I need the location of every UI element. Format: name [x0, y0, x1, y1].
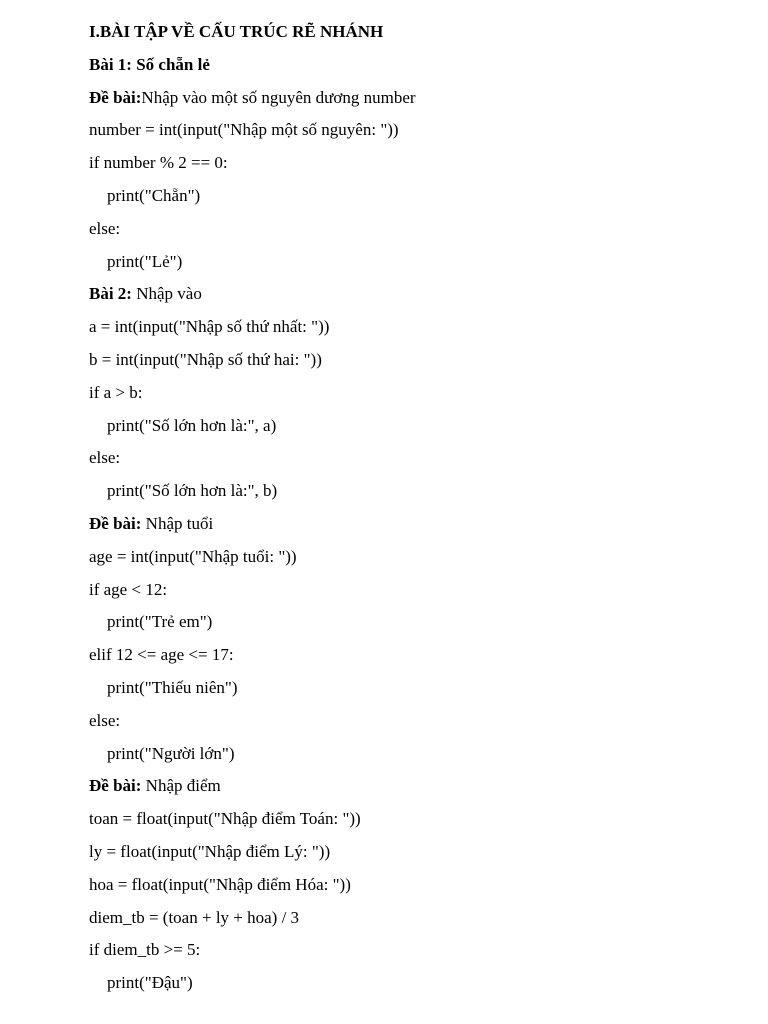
code-line: b = int(input("Nhập số thứ hai: ")): [89, 349, 322, 369]
code-line: if age < 12:: [89, 579, 168, 599]
section-heading: [89, 51, 729, 84]
section-heading: [89, 772, 729, 805]
section-description: Nhập vào một số nguyên dương number: [141, 87, 416, 107]
section-description: Nhập vào: [131, 284, 202, 304]
code-line-indented: print("Đậu"): [107, 973, 193, 993]
section-label: Bài 2:: [89, 284, 132, 304]
section-label: Đề bài:: [89, 513, 142, 533]
code-line-indented: print("Trẻ em"): [107, 612, 213, 632]
section-label: Đề bài:: [89, 776, 142, 796]
code-line: else:: [89, 710, 121, 730]
code-line: age = int(input("Nhập tuổi: ")): [89, 546, 297, 566]
section-heading: [89, 280, 729, 313]
code-line-indented: print("Thiếu niên"): [107, 677, 238, 697]
code-line: else:: [89, 218, 121, 238]
section-description: Nhập tuổi: [141, 513, 214, 533]
code-line: elif 12 <= age <= 17:: [89, 645, 234, 665]
code-line: number = int(input("Nhập một số nguyên: ")): [89, 120, 399, 140]
code-line: else:: [89, 448, 121, 468]
document-page: [89, 18, 729, 1002]
code-line-indented: print("Chẵn"): [107, 185, 201, 205]
code-line-indented: print("Số lớn hơn là:", a): [107, 415, 277, 435]
section-heading: [89, 510, 729, 543]
code-line: hoa = float(input("Nhập điểm Hóa: ")): [89, 874, 351, 894]
section-label: Bài 1: Số chẵn lẻ: [89, 54, 210, 74]
code-line: diem_tb = (toan + ly + hoa) / 3: [89, 907, 300, 927]
code-line-indented: print("Lẻ"): [107, 251, 183, 271]
code-line: if a > b:: [89, 382, 143, 402]
section-label: Đề bài:: [89, 87, 142, 107]
code-line: toan = float(input("Nhập điểm Toán: ")): [89, 809, 361, 829]
code-line-indented: print("Số lớn hơn là:", b): [107, 481, 278, 501]
code-line-indented: print("Người lớn"): [107, 743, 235, 763]
document-body: [89, 51, 729, 1002]
page-title: I.BÀI TẬP VỀ CẤU TRÚC RẼ NHÁNH: [89, 22, 384, 41]
section-heading: [89, 84, 729, 117]
code-line: if number % 2 == 0:: [89, 153, 228, 173]
code-line: a = int(input("Nhập số thứ nhất: ")): [89, 317, 330, 337]
code-line: if diem_tb >= 5:: [89, 940, 201, 960]
code-line: ly = float(input("Nhập điểm Lý: ")): [89, 841, 331, 861]
section-description: Nhập điểm: [141, 776, 221, 796]
